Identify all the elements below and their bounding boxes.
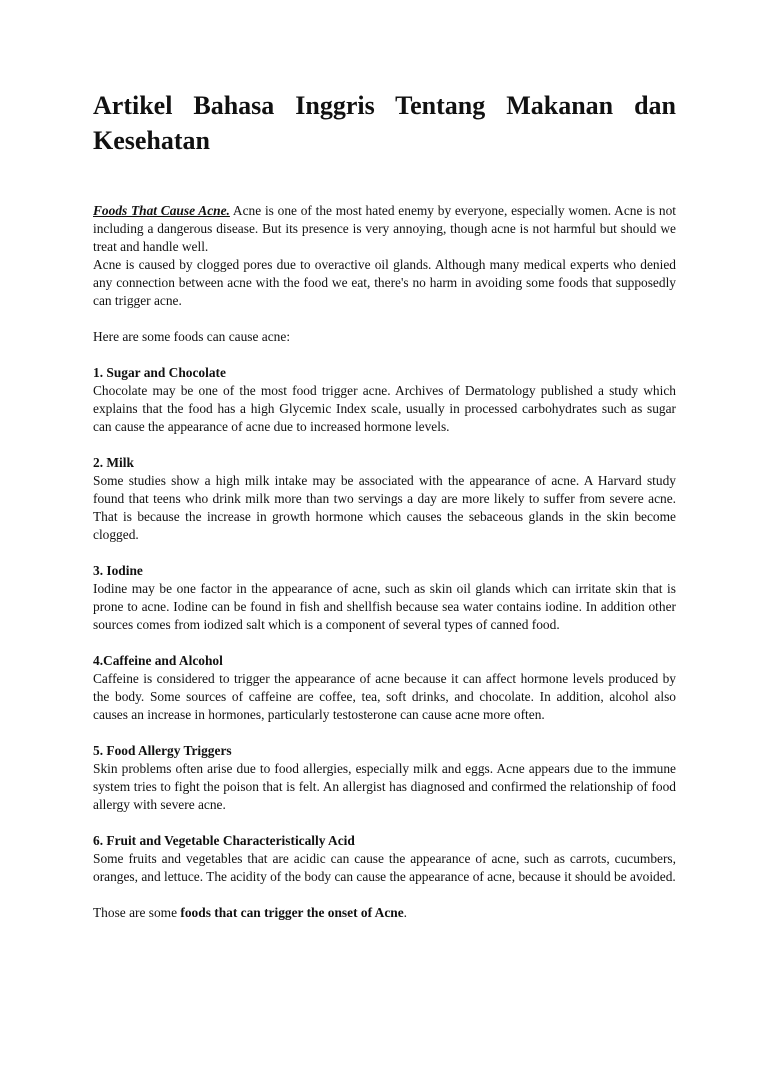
- section-heading: 5. Food Allergy Triggers: [93, 743, 232, 758]
- section-milk: [93, 454, 676, 544]
- section-acidic-produce: [93, 832, 676, 886]
- section-heading: 2. Milk: [93, 455, 134, 470]
- section-body: Some fruits and vegetables that are acidic can cause the appearance of acne, such as carrots, cucumbers, oranges, and lettuce. The acidity of the body can cause the appearance of acne, because it should be avoided.: [93, 851, 676, 884]
- section-caffeine-alcohol: [93, 652, 676, 724]
- list-intro: Here are some foods can cause acne:: [93, 329, 291, 344]
- section-body: Some studies show a high milk intake may be associated with the appearance of acne. A Harvard study found that teens who drink milk more than two servings a day are more likely to suffer from severe acne. That is because the increase in growth hormone which causes the sebaceous glands in the skin become clogged.: [93, 473, 676, 542]
- intro-lead-title: Foods That Cause Acne.: [93, 203, 230, 218]
- closing-bold: foods that can trigger the onset of Acne: [180, 905, 404, 920]
- document-title: Artikel Bahasa Inggris Tentang Makanan dan Kesehatan: [93, 91, 676, 155]
- section-food-allergy: [93, 742, 676, 814]
- closing-suffix: .: [403, 905, 408, 920]
- closing-prefix: Those are some: [93, 905, 181, 920]
- intro-paragraph-2: Acne is caused by clogged pores due to overactive oil glands. Although many medical experts who denied any connection between acne with the food we eat, there's no harm in avoiding some foods that supposedly can trigger acne.: [93, 257, 676, 308]
- section-iodine: [93, 562, 676, 634]
- intro-paragraph: [93, 202, 676, 256]
- section-heading: 3. Iodine: [93, 563, 143, 578]
- section-body: Iodine may be one factor in the appearance of acne, such as skin oil glands which can irritate skin that is prone to acne. Iodine can be found in fish and shellfish because sea water contains iodine. In addition other sources comes from iodized salt which is a component of several types of canned food.: [93, 581, 676, 632]
- closing-paragraph: [93, 904, 676, 922]
- section-heading: 1. Sugar and Chocolate: [93, 365, 226, 380]
- section-heading: 4.Caffeine and Alcohol: [93, 653, 223, 668]
- section-sugar-chocolate: [93, 364, 676, 436]
- section-heading: 6. Fruit and Vegetable Characteristically Acid: [93, 833, 355, 848]
- section-body: Skin problems often arise due to food allergies, especially milk and eggs. Acne appears due to the immune system tries to fight the poison that is felt. An allergist has diagnosed and confirmed the relationship of food allergy with severe acne.: [93, 761, 676, 812]
- intro-text-1: Acne is one of the most hated enemy by everyone, especially women. Acne is not including a dangerous disease. But its presence is very annoying, though acne is not harmful but should we treat and handle well.: [93, 203, 676, 254]
- section-body: Caffeine is considered to trigger the appearance of acne because it can affect hormone levels produced by the body. Some sources of caffeine are coffee, tea, soft drinks, and chocolate. In addition, alcohol also causes an increase in hormones, particularly testosterone can cause acne more often.: [93, 671, 676, 722]
- section-body: Chocolate may be one of the most food trigger acne. Archives of Dermatology published a study which explains that the food has a high Glycemic Index scale, usually in processed carbohydrates such as sugar can cause the appearance of acne due to increased hormone levels.: [93, 383, 676, 434]
